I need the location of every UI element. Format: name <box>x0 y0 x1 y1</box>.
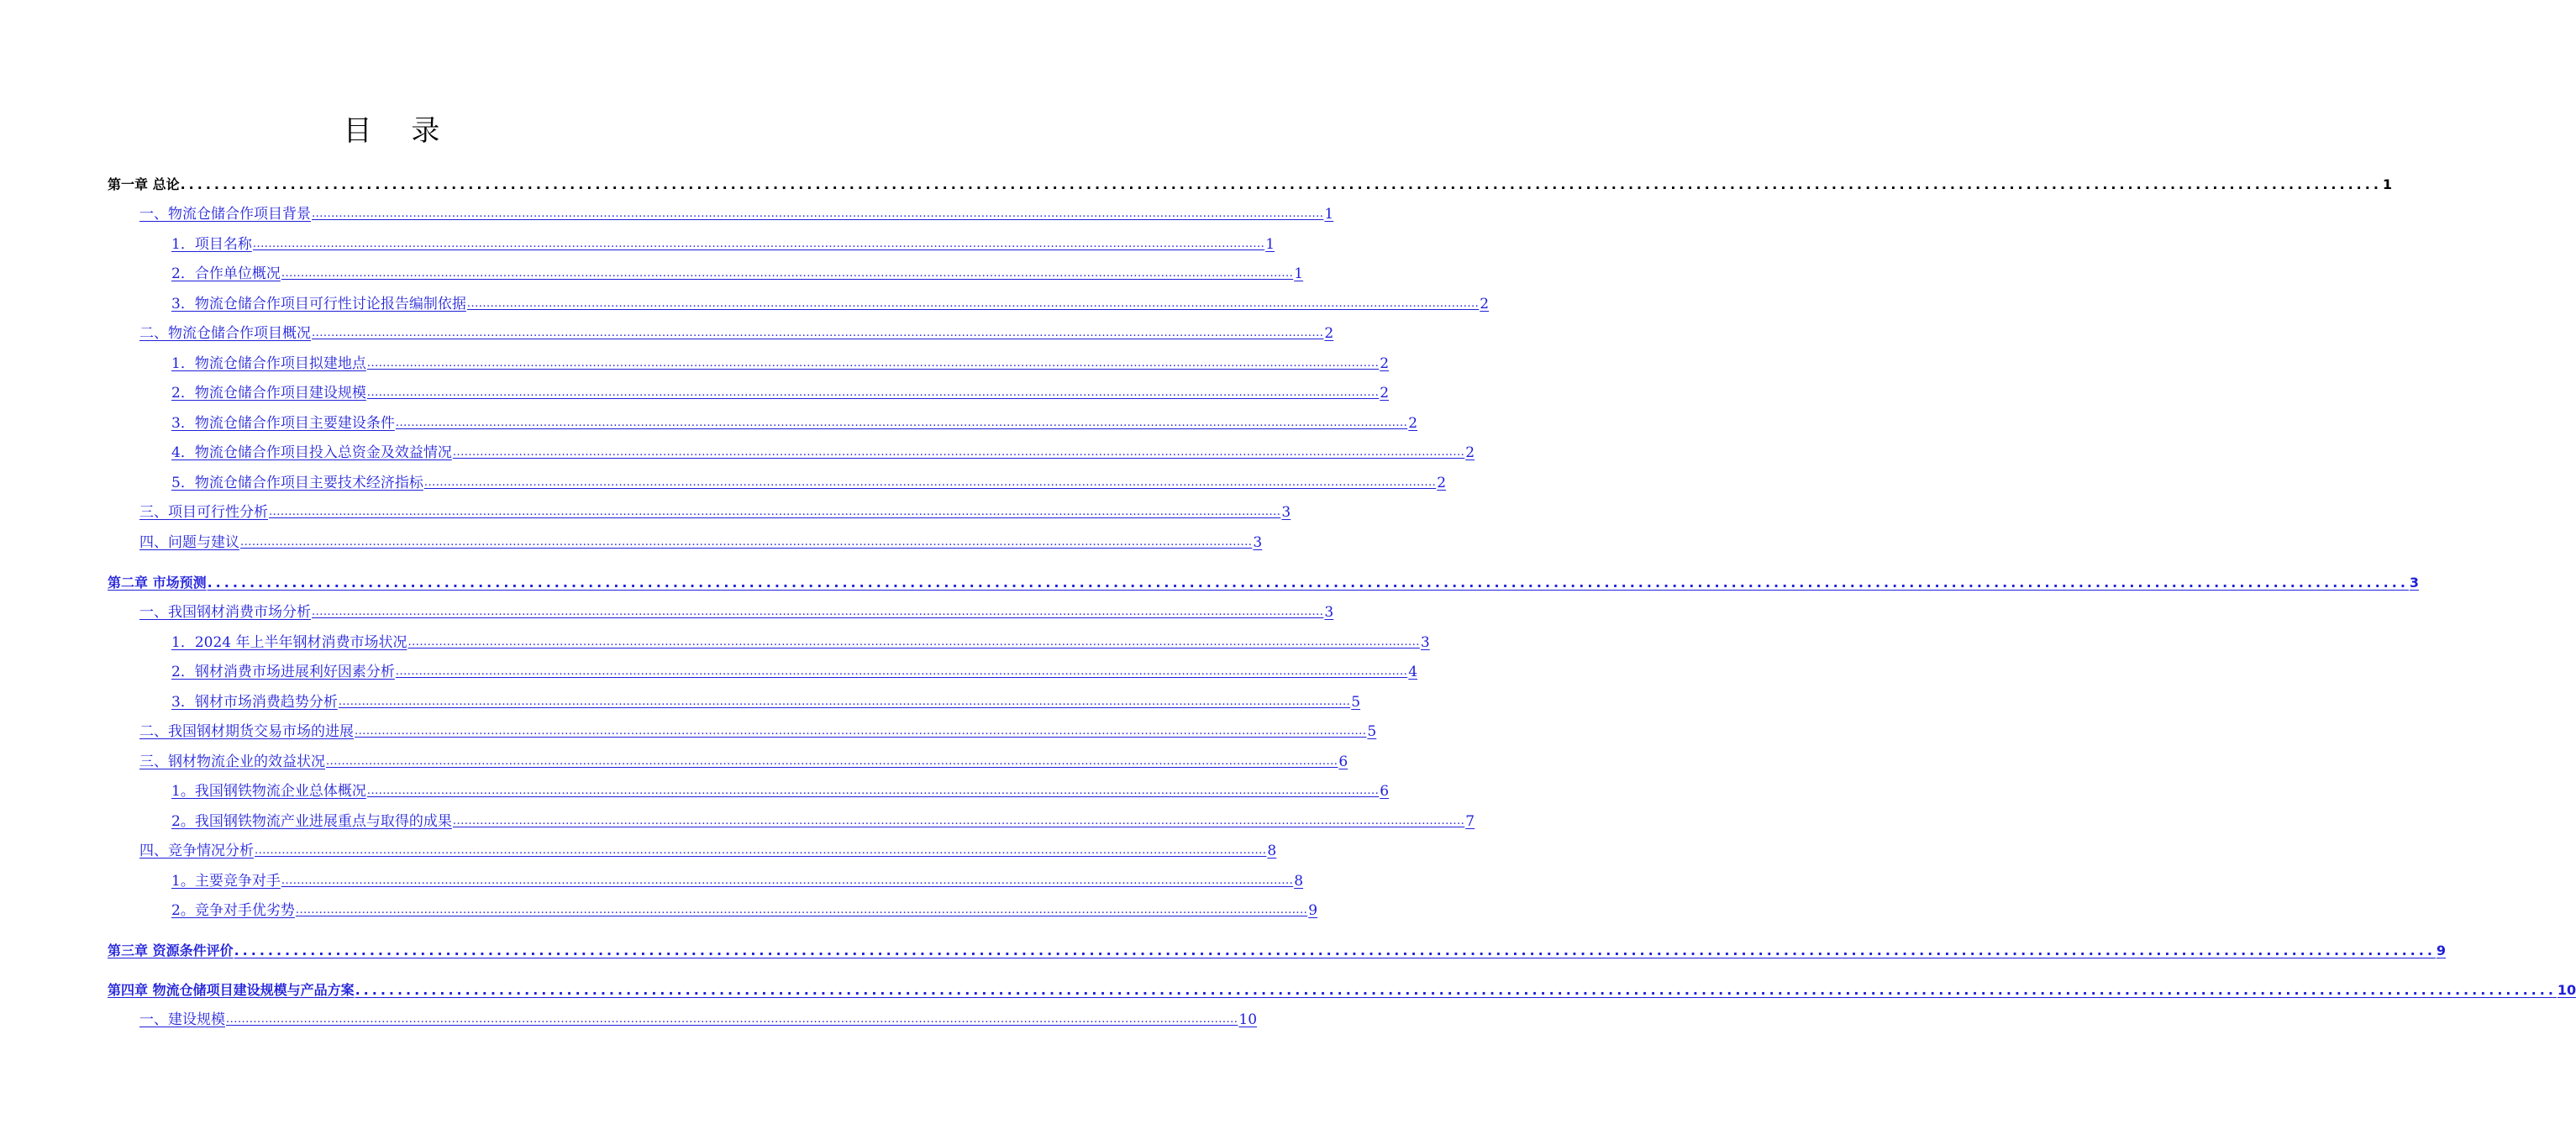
toc-entry-page-number: 2 <box>1480 296 1490 312</box>
toc-entry-label: 1．2024 年上半年钢材消费市场状况 <box>171 634 407 651</box>
toc-entry[interactable] <box>139 1007 1258 1029</box>
toc-entry[interactable] <box>108 938 2447 960</box>
toc-entry-page-number: 3 <box>2409 575 2420 591</box>
toc-entry-label: 一、我国钢材消费市场分析 <box>139 604 311 621</box>
toc-leader-dots: .................................................................................................................................................................................................................................................................... <box>252 238 1265 250</box>
toc-entry-page-number: 1 <box>1324 206 1334 223</box>
toc-entry-page-number: 8 <box>1267 843 1277 859</box>
toc-leader-dots: .................................................................................................................................................................................................................................................................... <box>326 755 1338 768</box>
toc-leader-dots: .................................................................................................................................................................................................................................................................... <box>234 943 2436 958</box>
toc-entry-page-number: 6 <box>1380 783 1390 800</box>
toc-entry-page-number: 3 <box>1420 634 1430 651</box>
toc-leader-dots: .................................................................................................................................................................................................................................................................... <box>255 844 1267 857</box>
toc-entry[interactable] <box>171 381 1390 402</box>
toc-entry[interactable] <box>171 809 1475 831</box>
toc-entry[interactable] <box>139 530 1263 552</box>
toc-entry-label: 第二章 市场预测 <box>108 575 207 591</box>
toc-entry-label: 一、建设规模 <box>139 1011 225 1028</box>
toc-entry[interactable] <box>108 570 2420 592</box>
toc-entry[interactable] <box>171 411 1418 433</box>
toc-entry[interactable] <box>171 659 1418 681</box>
toc-entry-page-number: 2 <box>1380 385 1390 402</box>
toc-entry[interactable] <box>171 470 1447 492</box>
toc-entry-label: 2。竞争对手优劣势 <box>171 902 295 919</box>
toc-entry-label: 三、钢材物流企业的效益状况 <box>139 754 325 770</box>
toc-entry-page-number: 4 <box>1408 664 1418 680</box>
toc-leader-dots: .................................................................................................................................................................................................................................................................... <box>395 417 1408 429</box>
toc-entry <box>108 172 2393 194</box>
toc-entry-label: 四、竞争情况分析 <box>139 843 254 859</box>
toc-leader-dots: .................................................................................................................................................................................................................................................................... <box>226 1013 1238 1026</box>
toc-leader-dots: .................................................................................................................................................................................................................................................................... <box>180 176 2382 192</box>
toc-entry-label: 1。主要竞争对手 <box>171 873 281 890</box>
toc-leader-dots: .................................................................................................................................................................................................................................................................... <box>240 536 1253 549</box>
toc-entry-page-number: 1 <box>2382 176 2393 192</box>
toc-entry-label: 4．物流仓储合作项目投入总资金及效益情况 <box>171 444 452 461</box>
toc-leader-dots: .................................................................................................................................................................................................................................................................... <box>466 297 1480 310</box>
toc-entry[interactable] <box>108 978 2576 1000</box>
toc-entry-page-number: 1 <box>1294 265 1304 282</box>
toc-entry[interactable] <box>139 719 1377 741</box>
toc-entry-label: 3．物流仓储合作项目主要建设条件 <box>171 415 395 432</box>
toc-leader-dots: .................................................................................................................................................................................................................................................................... <box>295 904 1308 916</box>
toc-leader-dots: .................................................................................................................................................................................................................................................................... <box>281 874 1294 887</box>
toc-entry-page-number: 10 <box>2557 982 2576 998</box>
toc-entry-label: 3．物流仓储合作项目可行性讨论报告编制依据 <box>171 296 466 312</box>
toc-entry[interactable] <box>171 630 1430 652</box>
toc-entry-page-number: 2 <box>1380 355 1390 372</box>
toc-entry-label: 3．钢材市场消费趋势分析 <box>171 694 338 711</box>
toc-entry[interactable] <box>171 351 1390 373</box>
toc-entry[interactable] <box>139 600 1334 622</box>
toc-entry-label: 二、我国钢材期货交易市场的进展 <box>139 723 354 740</box>
toc-leader-dots: .................................................................................................................................................................................................................................................................... <box>395 665 1408 678</box>
toc-entry-label: 2．钢材消费市场进展利好因素分析 <box>171 664 395 680</box>
toc-entry-label: 四、问题与建议 <box>139 534 239 551</box>
toc-entry-label: 1．物流仓储合作项目拟建地点 <box>171 355 366 372</box>
toc-leader-dots: .................................................................................................................................................................................................................................................................... <box>452 446 1465 459</box>
toc-entry[interactable] <box>171 261 1304 283</box>
toc-entry-label: 第一章 总论 <box>108 176 180 192</box>
toc-entry-page-number: 8 <box>1294 873 1304 890</box>
toc-entry-page-number: 6 <box>1338 754 1348 770</box>
toc-entry-page-number: 2 <box>1465 444 1475 461</box>
toc-entry[interactable] <box>139 749 1348 771</box>
toc-leader-dots: .................................................................................................................................................................................................................................................................... <box>407 636 1420 649</box>
toc-entry-page-number: 3 <box>1324 604 1334 621</box>
page-title: 目 录 <box>343 114 455 148</box>
toc-entry[interactable] <box>171 232 1275 254</box>
toc-leader-dots: .................................................................................................................................................................................................................................................................... <box>207 575 2409 591</box>
toc-entry-label: 一、物流仓储合作项目背景 <box>139 206 311 223</box>
toc-entry-label: 三、项目可行性分析 <box>139 504 268 521</box>
toc-leader-dots: .................................................................................................................................................................................................................................................................... <box>366 357 1380 370</box>
toc-entry-page-number: 5 <box>1351 694 1361 711</box>
toc-entry-label: 第四章 物流仓储项目建设规模与产品方案 <box>108 982 355 998</box>
toc-leader-dots: .................................................................................................................................................................................................................................................................... <box>312 207 1324 220</box>
toc-entry[interactable] <box>171 898 1318 920</box>
toc-leader-dots: .................................................................................................................................................................................................................................................................... <box>338 696 1351 708</box>
toc-leader-dots: .................................................................................................................................................................................................................................................................... <box>355 725 1367 738</box>
toc-entry[interactable] <box>139 321 1334 343</box>
toc-entry-label: 2．物流仓储合作项目建设规模 <box>171 385 366 402</box>
toc-leader-dots: .................................................................................................................................................................................................................................................................... <box>366 785 1380 797</box>
toc-entry[interactable] <box>139 838 1277 860</box>
toc-leader-dots: .................................................................................................................................................................................................................................................................... <box>452 815 1465 827</box>
toc-entry-label: 1．项目名称 <box>171 236 252 253</box>
toc-entry[interactable] <box>171 779 1390 801</box>
toc-entry[interactable] <box>171 440 1475 462</box>
toc-entry-label: 1。我国钢铁物流企业总体概况 <box>171 783 366 800</box>
toc-leader-dots: .................................................................................................................................................................................................................................................................... <box>312 327 1324 339</box>
toc-entry-page-number: 1 <box>1265 236 1275 253</box>
toc-entry-page-number: 5 <box>1367 723 1377 740</box>
toc-entry-page-number: 2 <box>1437 475 1447 491</box>
toc-entry-label: 2．合作单位概况 <box>171 265 281 282</box>
toc-entry-label: 2。我国钢铁物流产业进展重点与取得的成果 <box>171 813 452 830</box>
toc-leader-dots: .................................................................................................................................................................................................................................................................... <box>423 476 1437 489</box>
toc-leader-dots: .................................................................................................................................................................................................................................................................... <box>281 267 1294 280</box>
toc-leader-dots: .................................................................................................................................................................................................................................................................... <box>312 606 1324 618</box>
toc-entry[interactable] <box>171 291 1490 313</box>
toc-entry[interactable] <box>139 202 1334 223</box>
toc-entry[interactable] <box>171 869 1304 890</box>
toc-entry-label: 5．物流仓储合作项目主要技术经济指标 <box>171 475 423 491</box>
toc-entry-page-number: 2 <box>1324 325 1334 342</box>
toc-leader-dots: .................................................................................................................................................................................................................................................................... <box>366 386 1380 399</box>
toc-entry-label: 二、物流仓储合作项目概况 <box>139 325 311 342</box>
toc-entry-label: 第三章 资源条件评价 <box>108 943 234 958</box>
toc-leader-dots: .................................................................................................................................................................................................................................................................... <box>269 506 1281 518</box>
toc-entry-page-number: 9 <box>2436 943 2447 958</box>
toc-entry-page-number: 7 <box>1465 813 1475 830</box>
toc-entry-page-number: 9 <box>1308 902 1318 919</box>
toc-entry[interactable] <box>139 500 1291 522</box>
toc-entry-page-number: 2 <box>1408 415 1418 432</box>
toc-entry-page-number: 3 <box>1281 504 1291 521</box>
toc-entry[interactable] <box>171 690 1361 712</box>
toc-leader-dots: .................................................................................................................................................................................................................................................................... <box>355 982 2557 998</box>
toc-entry-page-number: 10 <box>1238 1011 1258 1028</box>
toc-entry-page-number: 3 <box>1253 534 1263 551</box>
